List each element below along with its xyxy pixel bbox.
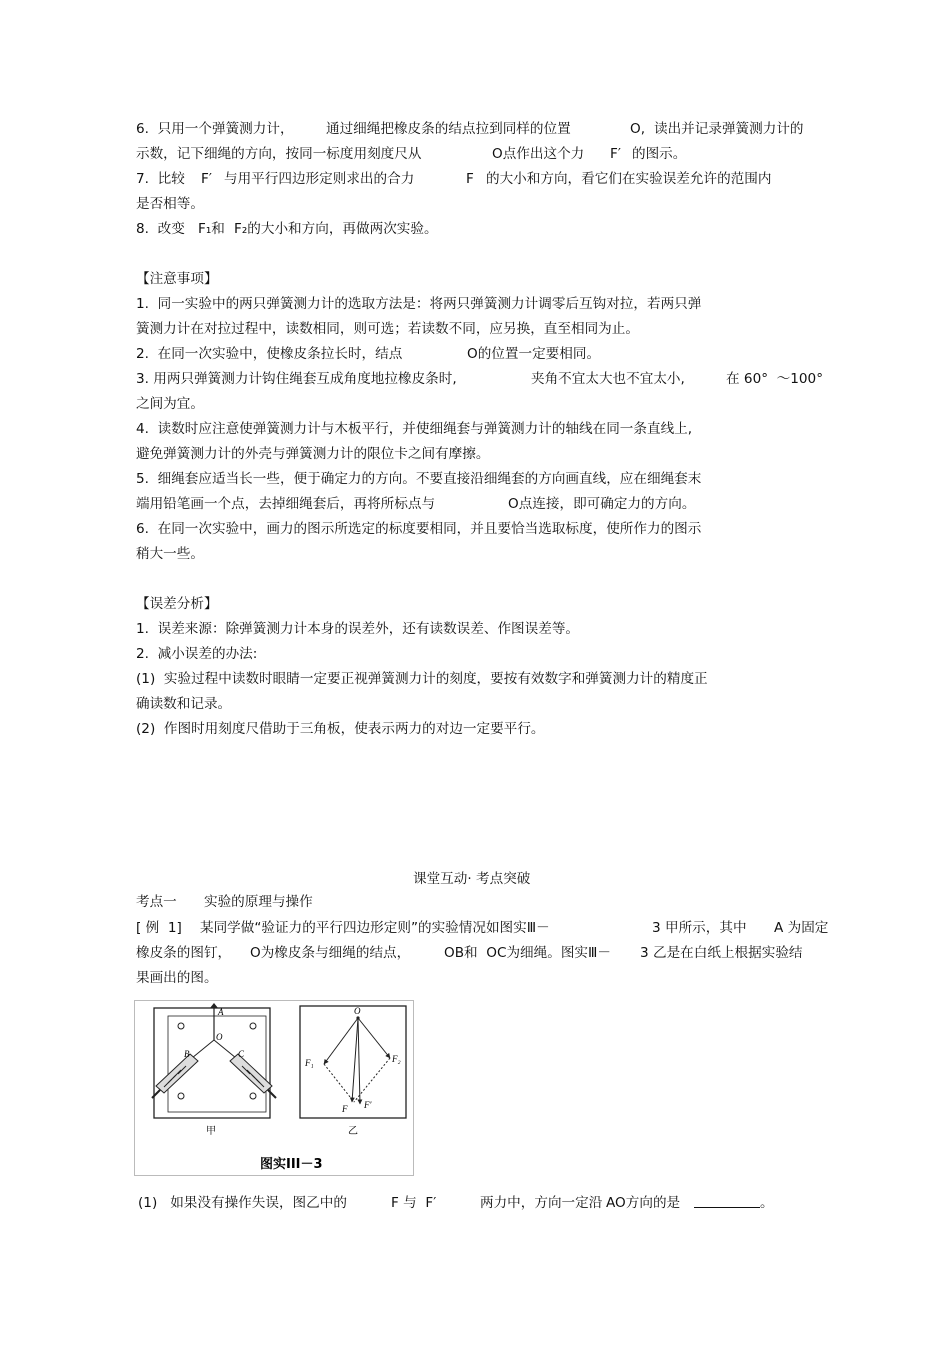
step6-text: 通过细绳把橡皮条的结点拉到同样的位置 bbox=[326, 121, 571, 137]
step6-text4: O点作出这个力 bbox=[492, 146, 585, 162]
label-o-right: O bbox=[354, 1006, 361, 1016]
figure-left-panel bbox=[152, 1003, 276, 1137]
step6-text2: 读出并记录弹簧测力计的 bbox=[654, 121, 804, 137]
error3-line1: (1) 实验过程中读数时眼睛一定要正视弹簧测力计的刻度，要按有效数字和弹簧测力计的精度正 bbox=[136, 671, 708, 687]
errors-heading: 【误差分析】 bbox=[136, 596, 218, 612]
notes-heading: 【注意事项】 bbox=[136, 271, 218, 287]
step7-text2: 的大小和方向，看它们在实验误差允许的范围内 bbox=[486, 171, 772, 187]
note5-line1: 5. 细绳套应适当长一些，便于确定力的方向。不要直接沿细绳套的方向画直线，应在细绳套末 bbox=[136, 471, 702, 487]
step8-f1: F₁和 bbox=[198, 221, 225, 237]
label-jia: 甲 bbox=[206, 1126, 216, 1137]
example-text3: A 为固定 bbox=[774, 920, 829, 936]
label-f-prime: F′ bbox=[364, 1100, 372, 1110]
note1-line1: 1. 同一实验中的两只弹簧测力计的选取方法是：将两只弹簧测力计调零后互钩对拉，若两只弹 bbox=[136, 296, 702, 312]
question1-text2: 两力中，方向一定沿 bbox=[480, 1195, 603, 1211]
step8-num: 8. 改变 bbox=[136, 221, 185, 237]
question1-text: (1) 如果没有操作失误，图乙中的 bbox=[138, 1195, 347, 1211]
example-text6: OB和 OC为细绳。图实Ⅲ－ bbox=[444, 945, 611, 961]
step6-point: O, bbox=[630, 121, 646, 137]
note3-range: 在 60° ～100° bbox=[726, 371, 823, 387]
question1-forces: F 与 F′ bbox=[391, 1195, 437, 1211]
note2-text: 2. 在同一次实验中，使橡皮条拉长时，结点 bbox=[136, 346, 403, 362]
error1-line: 1. 误差来源：除弹簧测力计本身的误差外，还有读数误差、作图误差等。 bbox=[136, 621, 580, 637]
step8-text: F₂的大小和方向，再做两次实验。 bbox=[234, 221, 438, 237]
step6-force: F′ bbox=[610, 146, 621, 162]
note3-line2: 之间为宜。 bbox=[136, 396, 204, 412]
label-b: B bbox=[184, 1049, 190, 1059]
example-text5: O为橡皮条与细绳的结点， bbox=[250, 945, 411, 961]
note4-line2: 避免弹簧测力计的外壳与弹簧测力计的限位卡之间有摩擦。 bbox=[136, 446, 490, 462]
question1-end: 。 bbox=[760, 1195, 774, 1211]
note6-line2: 稍大一些。 bbox=[136, 546, 204, 562]
exam-point: 考点一 bbox=[136, 894, 177, 910]
answer-blank[interactable] bbox=[694, 1195, 760, 1208]
step7-num: 7. 比较 bbox=[136, 171, 185, 187]
note5-text: 端用铅笔画一个点，去掉细绳套后，再将所标点与 bbox=[136, 496, 436, 512]
note1-line2: 簧测力计在对拉过程中，读数相同，则可选；若读数不同，应另换，直至相同为止。 bbox=[136, 321, 639, 337]
exam-point-title: 实验的原理与操作 bbox=[204, 894, 313, 910]
note5-text2: O点连接，即可确定力的方向。 bbox=[508, 496, 696, 512]
example-text: 某同学做“验证力的平行四边形定则”的实验情况如图实Ⅲ－ bbox=[200, 920, 550, 936]
step6-text5: 的图示。 bbox=[632, 146, 687, 162]
error4-line: (2) 作图时用刻度尺借助于三角板，使表示两力的对边一定要平行。 bbox=[136, 721, 545, 737]
label-c: C bbox=[238, 1049, 245, 1059]
experiment-figure bbox=[134, 1000, 414, 1176]
label-f2: F₂ bbox=[392, 1054, 401, 1064]
label-a: A bbox=[218, 1007, 224, 1017]
example-text7: 3 乙是在白纸上根据实验结 bbox=[640, 945, 803, 961]
note4-line1: 4. 读数时应注意使弹簧测力计与木板平行，并使细绳套与弹簧测力计的轴线在同一条直线上, bbox=[136, 421, 693, 437]
note3-text: 3. 用两只弹簧测力计钩住绳套互成角度地拉橡皮条时, bbox=[136, 371, 457, 387]
error3-line2: 确读数和记录。 bbox=[136, 696, 232, 712]
step6-text3: 示数，记下细绳的方向，按同一标度用刻度尺从 bbox=[136, 146, 422, 162]
label-f1: F₁ bbox=[305, 1058, 314, 1068]
label-f: F bbox=[342, 1104, 348, 1114]
section-title: 课堂互动· 考点突破 bbox=[413, 871, 531, 887]
step6-num: 6. 只用一个弹簧测力计， bbox=[136, 121, 294, 137]
example-tag: [ 例 1] bbox=[136, 920, 182, 936]
step7-text: 与用平行四边形定则求出的合力 bbox=[224, 171, 415, 187]
step7-force: F′ bbox=[201, 171, 212, 187]
example-line3: 果画出的图。 bbox=[136, 970, 218, 986]
step7-force2: F bbox=[466, 171, 474, 187]
question1-line bbox=[0, 1195, 950, 1307]
label-yi: 乙 bbox=[348, 1126, 358, 1137]
figure-caption: 图实III－3 bbox=[260, 1157, 323, 1172]
figure-right-panel bbox=[300, 1006, 406, 1137]
example-text2: 3 甲所示，其中 bbox=[652, 920, 747, 936]
error2-line: 2. 减小误差的办法: bbox=[136, 646, 258, 662]
note6-line1: 6. 在同一次实验中，画力的图示所选定的标度要相同，并且要恰当选取标度，使所作力的图示 bbox=[136, 521, 702, 537]
question1-text3: AO方向的是 bbox=[606, 1195, 681, 1211]
note2-text2: O的位置一定要相同。 bbox=[467, 346, 601, 362]
step7-line2: 是否相等。 bbox=[136, 196, 204, 212]
example-text4: 橡皮条的图钉， bbox=[136, 945, 232, 961]
note3-text2: 夹角不宜太大也不宜太小, bbox=[531, 371, 685, 387]
label-o-left: O bbox=[216, 1032, 223, 1042]
